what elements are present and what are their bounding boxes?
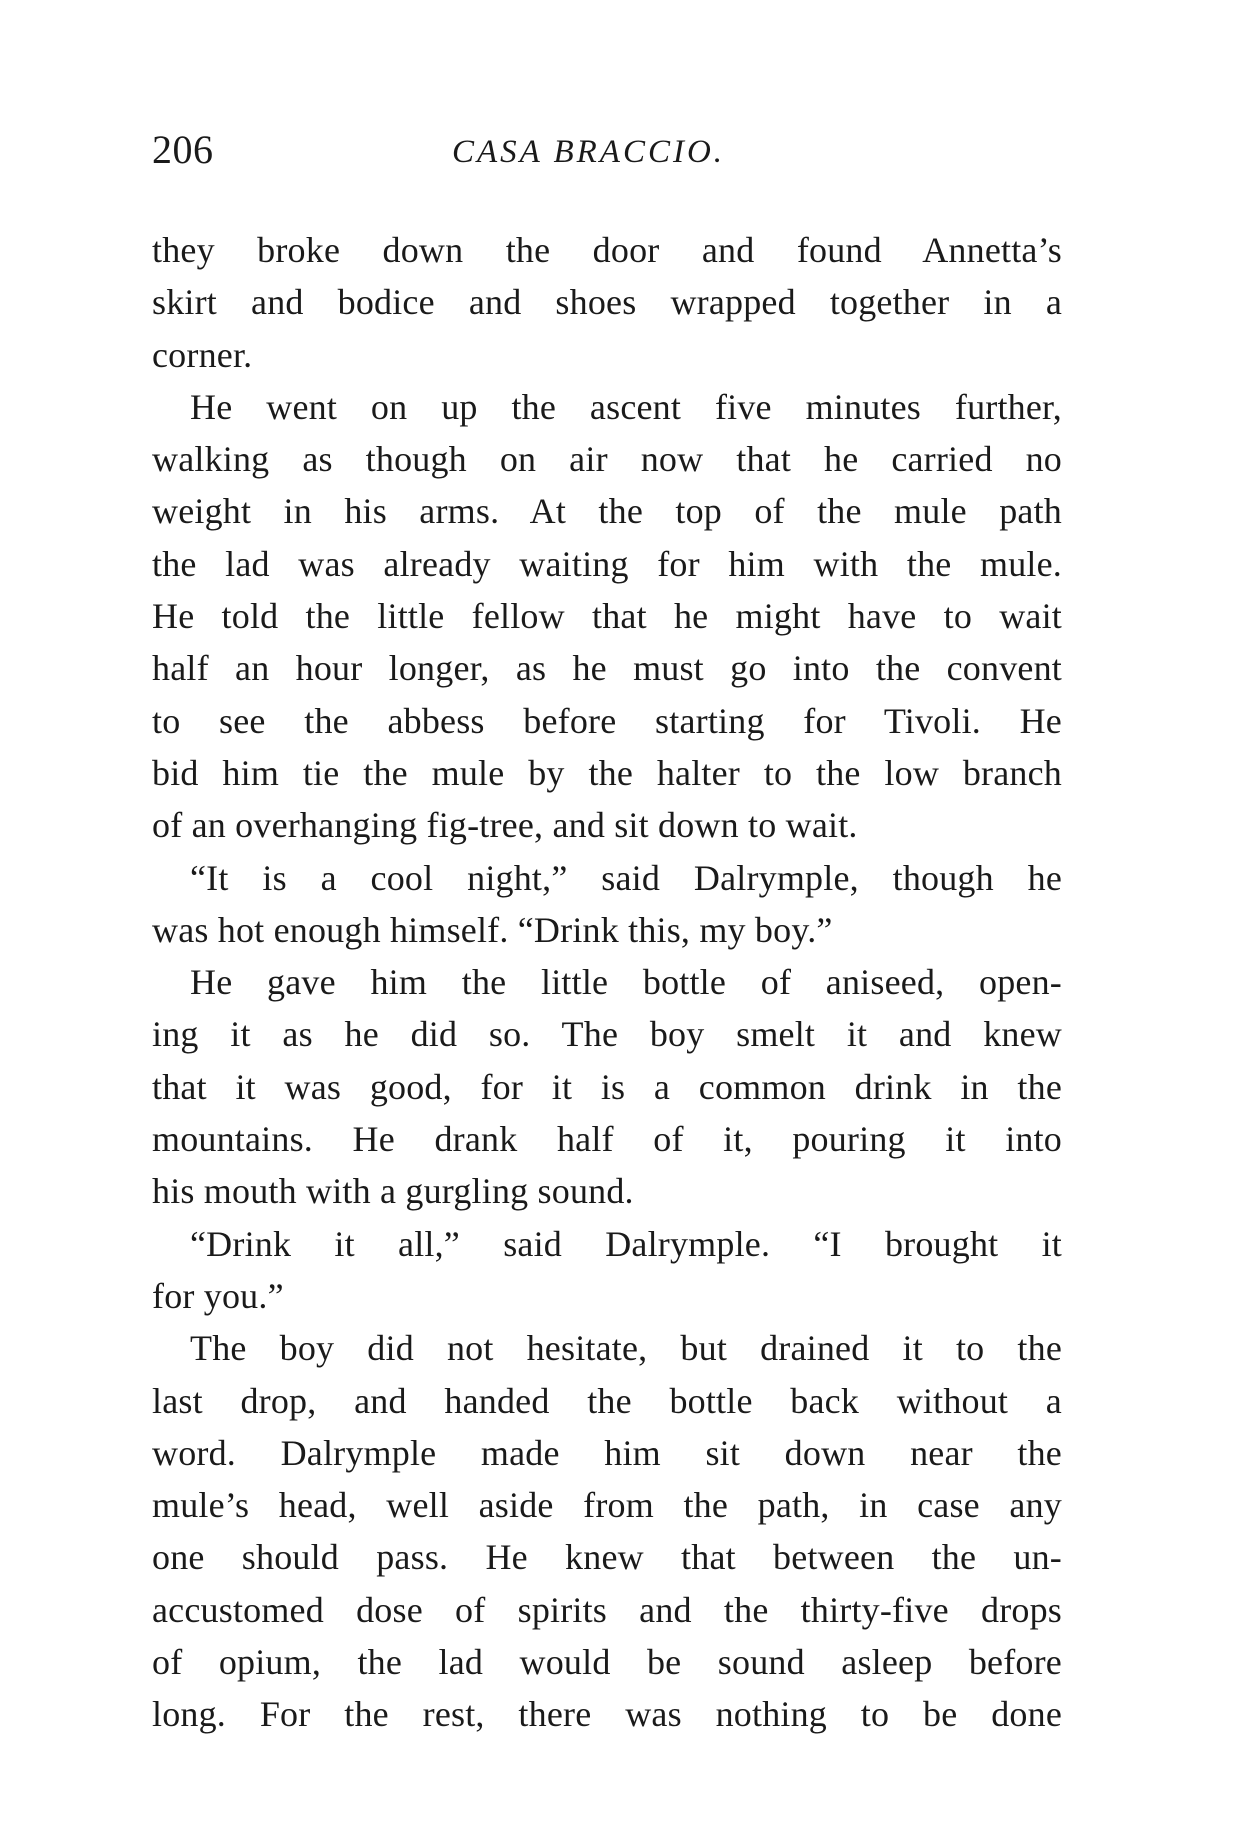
text-line: was hot enough himself. “Drink this, my boy.” [152, 909, 833, 950]
text-line: skirt and bodice and shoes wrapped together in a [152, 282, 1062, 323]
text-line: last drop, and handed the bottle back without a [152, 1380, 1062, 1421]
text-line: accustomed dose of spirits and the thirty-five drops [152, 1589, 1062, 1630]
text-line: mountains. He drank half of it, pouring it into [152, 1119, 1062, 1160]
text-line: “It is a cool night,” said Dalrymple, though he [190, 857, 1062, 898]
text-line: He told the little fellow that he might have to wait [152, 596, 1062, 637]
running-title: CASA BRACCIO. [452, 134, 726, 170]
text-line: half an hour longer, as he must go into the convent [152, 648, 1062, 689]
page-number: 206 [152, 127, 214, 172]
text-line: that it was good, for it is a common drink in the [152, 1066, 1062, 1107]
page-header [152, 124, 1062, 184]
text-line: word. Dalrymple made him sit down near the [152, 1432, 1062, 1473]
text-line: of opium, the lad would be sound asleep before [152, 1642, 1062, 1683]
text-line: the lad was already waiting for him with the mule. [152, 543, 1062, 584]
text-line: one should pass. He knew that between the un- [152, 1537, 1062, 1578]
text-line: of an overhanging fig-tree, and sit down to wait. [152, 805, 858, 846]
text-line: walking as though on air now that he carried no [152, 439, 1062, 480]
body-text [152, 224, 1062, 1741]
text-line: The boy did not hesitate, but drained it to the [190, 1328, 1062, 1369]
text-line: long. For the rest, there was nothing to be done [152, 1694, 1062, 1735]
text-line: mule’s head, well aside from the path, in case any [152, 1485, 1062, 1526]
text-line: his mouth with a gurgling sound. [152, 1171, 634, 1212]
text-line: ing it as he did so. The boy smelt it and knew [152, 1014, 1062, 1055]
text-line: bid him tie the mule by the halter to the low branch [152, 752, 1062, 793]
text-line: He gave him the little bottle of aniseed, open- [190, 962, 1062, 1003]
text-line: they broke down the door and found Annetta’s [152, 230, 1062, 270]
text-line: for you.” [152, 1275, 284, 1316]
text-line: to see the abbess before starting for Tivoli. He [152, 700, 1062, 741]
text-line: corner. [152, 334, 253, 375]
text-line: “Drink it all,” said Dalrymple. “I brought it [190, 1223, 1062, 1264]
text-line: He went on up the ascent five minutes further, [190, 386, 1062, 427]
text-line: weight in his arms. At the top of the mule path [152, 491, 1062, 532]
